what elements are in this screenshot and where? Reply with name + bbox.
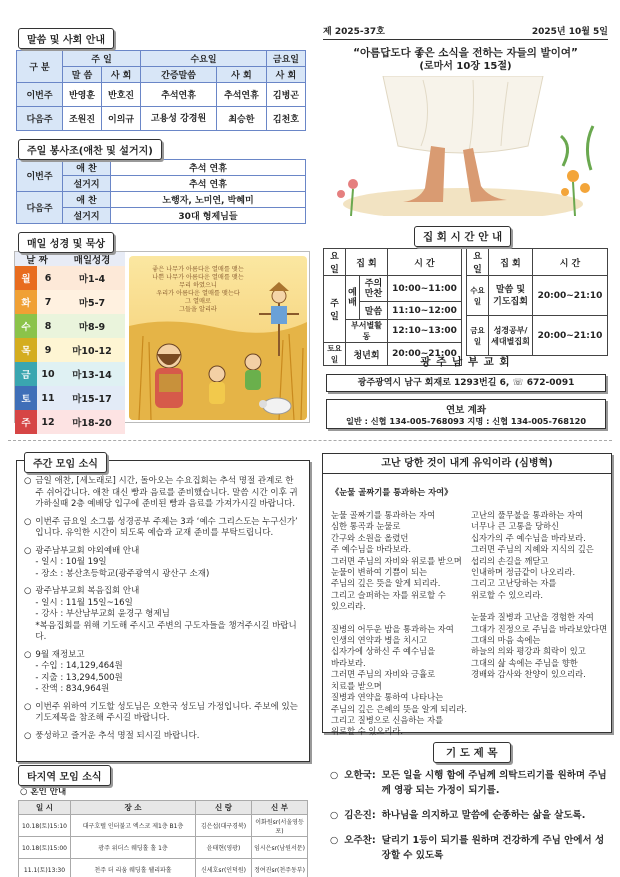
poem-left: 눈물 골짜기를 통과하는 자여 심한 통곡과 눈물로 간구와 소원을 올렸던 주 예수님을 바라보라. 그러면 주님의 자비와 위로를 받으며 눈물이 변하여 기쁨이 되는 주님의 깊은 뜻을 알게 되리라. 그리고 슬퍼하는 자를 위로할 수 있으리라. 질병의 어두운 밤을 통과하는 자여 인생의 연약과 병을 치시고 십자가에 상하신 주 예수님을 바라보라. 그러면 주님의 자비와 긍휼로 치료를 받으며 질병과 연약을 통하여 나타나는 주님의 깊은 은혜의 뜻을 알게 되리라. 그리고 질병으로 신음하는 자를 위로할 수 있으리라. — [331, 510, 468, 737]
issue-header — [323, 24, 608, 40]
list-item: ○ 오한국: 모든 일을 시행 함에 주님께 의탁드리기를 원하며 주님께 영광 되는 가정이 되기를. — [330, 770, 607, 796]
service-title: 주일 봉사조(애찬 및 설거지) — [18, 139, 162, 160]
poem-title: 고난 당한 것이 내게 유익이라 (심병혁) — [323, 454, 611, 474]
issue-date: 2025년 10월 5일 — [531, 27, 608, 37]
prayer-title: 기 도 제 목 — [433, 742, 511, 763]
list-item: ○ 풍성하고 즐거운 추석 명절 되시길 바랍니다. — [24, 730, 200, 741]
duty-title: 말씀 및 사회 안내 — [18, 28, 114, 49]
table-row: 다음주 조원진 이의규 고용성 강경원 최승한 김천호 — [17, 107, 306, 131]
table-row: 10.18(토)15:00 광주 위더스 웨딩홀 홀 1층 윤태현(영광) 임시은sr(남원서문) — [19, 837, 308, 859]
meeting-schedule-right: 요일 집 회 시 간 수요일 말씀 및 기도집회 20:00~21:10 금요일 성경공부/ 세대별집회 20:00~21:10 — [466, 248, 608, 356]
harvest-illustration — [129, 256, 307, 420]
prayer-list — [330, 768, 608, 863]
reading-row: 금 10 마13-14 — [15, 362, 125, 386]
list-item: ○ 광주남부교회 야외예배 안내 - 일시 : 10월 19일 - 장소 : 봉산초등학교(광주광역시 광산구 소재) — [24, 545, 210, 579]
list-item: ○ 금일 애찬, [세노래로] 시간, 돌아오는 수요집회는 추석 명절 관계로 한 주 쉬어갑니다. 애찬 대신 빵과 음료를 준비했습니다. 말씀 시간 이후 귀가하실때 2층 예배당 입구에 준비된 빵과 음료를 가져가시길 바랍니다. — [24, 476, 298, 509]
reading-row: 월 6 마1-4 — [15, 266, 125, 290]
table-row: 10.18(토)15:10 대구호텔 인터불고 엑스코 제1층 B1층 김은섭(대구경북) 이화원sr(서울영등포) — [19, 815, 308, 837]
illustration-caption: 좋은 나무가 아름다운 열매를 맺는 나쁜 나무가 아름다운 열매를 맺는 무리 하였으니 우리가 아름다운 열매를 맺는다 그 열매로 그들을 알리라 — [152, 266, 244, 313]
reading-row: 수 8 마8-9 — [15, 314, 125, 338]
list-item: ○ 이번주 금요일 소그룹 성경공부 주제는 3과 ‘예수 그리스도는 누구신가’ 입니다. 유익한 시간이 되도록 예습과 교재 준비를 부탁드립니다. — [24, 516, 298, 538]
issue-number: 제 2025-37호 — [323, 27, 385, 37]
meeting-schedule-left: 요일 집 회 시 간 주일 예배 주의 만찬 10:00~11:00 말씀 11:10~12:00 부서별활동 12:10~13:00 토요일 청년회 20:00~21:00 — [323, 248, 462, 366]
poem-subtitle: 《눈물 골짜기를 통과하는 자여》 — [331, 487, 453, 497]
duty-table: 구 분 주 일 수요일 금요일 말 씀 사 회 간증말씀 사 회 사 회 이번주 반영훈 반호진 추석연휴 추석연휴 김병곤 다음주 조원진 이의규 고용성 강경원 최승한 김천호 — [16, 50, 306, 131]
reading-title: 매일 성경 및 묵상 — [18, 232, 114, 253]
wedding-table: 일 시 장 소 신 랑 신 부 10.18(토)15:10 대구호텔 인터불고 엑스코 제1층 B1층 김은섭(대구경북) 이화원sr(서울영등포) 10.18(토)15:00 광주 위더스 웨딩홀 홀 1층 윤태현(영광) 임시은sr(남원서문) 11.1(토)13:30 천주 더 리움 웨딩홀 웰리파홀 신세호sr(인덕원) 정여진sr(천주동부) — [18, 800, 308, 877]
account-box: 연보 계좌 일반 : 신협 134-005-768093 지명 : 신협 134-005-768120 — [326, 399, 606, 429]
list-item: ○ 오주찬: 달리기 1등이 되기를 원하며 건강하게 주님 안에서 성장할 수 있도록 — [330, 835, 605, 861]
table-row: 이번주 반영훈 반호진 추석연휴 추석연휴 김병곤 — [17, 83, 306, 107]
weekly-news — [24, 476, 304, 742]
list-item: ○ 김은진: 하나님을 의지하고 말씀에 순종하는 삶을 살도록. — [330, 810, 586, 821]
other-title: 타지역 모임 소식 — [18, 765, 111, 786]
table-row: 11.1(토)13:30 천주 더 리움 웨딩홀 웰리파홀 신세호sr(인덕원) 정여진sr(천주동부) — [19, 859, 308, 877]
church-name: 광 주 남 부 교 회 — [420, 356, 511, 368]
meeting-title: 집 회 시 간 안 내 — [414, 226, 511, 247]
theme-verse: “아름답도다 좋은 소식을 전하는 자들의 발이여” (로마서 10장 15절) — [353, 47, 578, 72]
wedding-subtitle: ○ 혼인 안내 — [20, 787, 67, 797]
service-table: 이번주 애 찬 추석 연휴 설거지 추석 연휴 다음주 애 찬 노행자, 노미연, 박혜미 설거지 30대 형제님들 — [16, 159, 306, 224]
poem-box — [322, 453, 612, 737]
reading-row: 토 11 마15-17 — [15, 386, 125, 410]
reading-box: 날 짜 매일성경 월 6 마1-4 화 7 마5-7 수 8 마8-9 목 9 마10-12 금 10 마13-14 토 11 마15-17 주 12 마18-20 좋은 나무가 아름다운 열매를 맺는 나쁜 나무가 아름다운 열매를 맺는 무리 하였으니 우리가 아름다운 열매를 맺는다 그 열매로 그들을 알리라 — [14, 251, 310, 423]
reading-row: 목 9 마10-12 — [15, 338, 125, 362]
weekly-title: 주간 모임 소식 — [24, 452, 107, 473]
reading-row: 주 12 마18-20 — [15, 410, 125, 434]
poem-right: 고난의 풀무불을 통과하는 자여 너무나 큰 고통을 당하신 십자가의 주 예수님을 바라보라. 그러면 주님의 지혜와 지식의 깊은 섭리의 손길을 깨닫고 인내하며 정금같이 나오리라. 그리고 고난당하는 자를 위로할 수 있으리라. 눈물과 질병과 고난을 경험한 자여 그대가 진정으로 주님을 바라보았다면 그대의 마음 속에는 하늘의 의와 평강과 희락이 있고 그대의 삶 속에는 주님을 향한 경배와 감사와 찬양이 있으리라. — [471, 510, 608, 680]
list-item: ○ 광주남부교회 복음집회 안내 - 일시 : 11월 15일~16일 - 강사 : 부산남부교회 윤경구 형제님 *복음집회를 위해 기도해 주시고 주변의 구도자들을 챙겨주시길 바랍니다. — [24, 586, 297, 642]
feet-image — [323, 76, 608, 216]
list-item: ○ 9월 재정보고 - 수입 : 14,129,464원 - 지출 : 13,294,500원 - 잔액 : 834,964원 — [24, 649, 123, 694]
church-address: 광주광역시 남구 회재로 1293번길 6, ☏ 672-0091 — [326, 374, 606, 392]
list-item: ○ 이번주 위하여 기도할 성도님은 오한국 성도님 가정입니다. 주보에 있는 기도제목을 참조해 주시길 바랍니다. — [24, 701, 298, 723]
reading-row: 화 7 마5-7 — [15, 290, 125, 314]
